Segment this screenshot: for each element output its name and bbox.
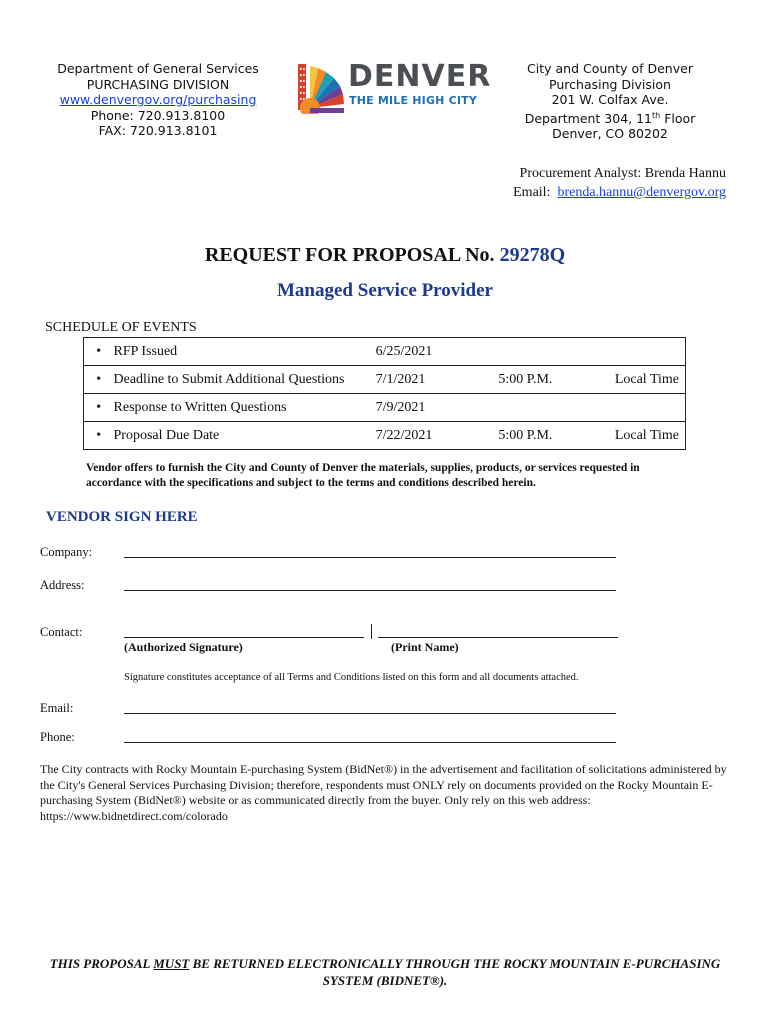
company-field[interactable] [124, 556, 616, 558]
schedule-event: RFP Issued [114, 338, 376, 366]
schedule-time [498, 338, 601, 366]
schedule-event: Response to Written Questions [114, 394, 376, 422]
header-right-block [510, 61, 710, 142]
schedule-label: SCHEDULE OF EVENTS [45, 320, 197, 335]
city-state-zip: Denver, CO 80202 [552, 126, 668, 142]
address-label: Address: [40, 578, 85, 592]
bullet: • [84, 394, 114, 422]
vendor-sign-heading: VENDOR SIGN HERE [46, 509, 198, 525]
print-name-caption: (Print Name) [391, 640, 459, 654]
email-label: Email: [40, 701, 74, 715]
authorized-signature-caption: (Authorized Signature) [124, 640, 243, 654]
dept-name: Department of General Services [57, 61, 259, 76]
logo-tagline: THE MILE HIGH CITY [349, 94, 478, 107]
schedule-date: 7/9/2021 [376, 394, 499, 422]
division-name: PURCHASING DIVISION [86, 76, 230, 92]
print-name-field[interactable] [378, 636, 618, 638]
analyst-email-link[interactable]: brenda.hannu@denvergov.org [557, 185, 726, 200]
bullet: • [84, 366, 114, 394]
schedule-row [84, 338, 686, 366]
phone-label: Phone: [40, 730, 75, 744]
schedule-event: Deadline to Submit Additional Questions [114, 366, 376, 394]
schedule-date: 6/25/2021 [376, 338, 499, 366]
right-division-name: Purchasing Division [549, 76, 671, 92]
schedule-zone: Local Time [601, 366, 686, 394]
denver-sunburst-icon [296, 60, 348, 114]
signature-note: Signature constitutes acceptance of all Terms and Conditions listed on this form and all documents attached. [124, 672, 579, 683]
schedule-zone: Local Time [601, 422, 686, 450]
bullet: • [84, 338, 114, 366]
bullet: • [84, 422, 114, 450]
schedule-date: 7/1/2021 [376, 366, 499, 394]
logo-wordmark: DENVER [348, 59, 492, 94]
schedule-row [84, 394, 686, 422]
schedule-time: 5:00 P.M. [498, 366, 601, 394]
company-label: Company: [40, 545, 93, 559]
address-field[interactable] [124, 589, 616, 591]
header-left-block [40, 61, 276, 139]
schedule-table [83, 337, 686, 450]
department-floor: Department 304, 11th Floor [524, 110, 696, 126]
bidnet-paragraph: The City contracts with Rocky Mountain E-purchasing System (BidNet®) in the advertisement and facilitation of solicitations administered by the City's General Services Purchasing Division; therefore, respondents must ONLY rely on documents provided on the Rocky Mountain E-purchasing System (BidNet®) website or as communicated directly from the buyer. Only rely on this web address: https://www.bidnetdirect.com/colorado [40, 762, 727, 823]
schedule-row [84, 366, 686, 394]
fax-number: FAX: 720.913.8101 [98, 123, 218, 138]
analyst-block [480, 164, 726, 202]
schedule-zone [601, 338, 686, 366]
analyst-name: Procurement Analyst: Brenda Hannu [519, 166, 726, 181]
schedule-row [84, 422, 686, 450]
signature-divider [371, 624, 372, 639]
footer-notice: THIS PROPOSAL MUST BE RETURNED ELECTRONICALLY THROUGH THE ROCKY MOUNTAIN E-PURCHASING SYSTEM (BIDNET®). [49, 956, 721, 988]
authorized-signature-field[interactable] [124, 636, 364, 638]
street-address: 201 W. Colfax Ave. [551, 92, 669, 107]
rfp-title: REQUEST FOR PROPOSAL No. 29278Q [204, 244, 566, 266]
schedule-time: 5:00 P.M. [498, 422, 601, 450]
schedule-date: 7/22/2021 [376, 422, 499, 450]
phone-number: Phone: 720.913.8100 [90, 107, 226, 123]
phone-field[interactable] [124, 741, 616, 743]
schedule-zone [601, 394, 686, 422]
city-name: City and County of Denver [527, 61, 693, 76]
rfp-number: 29278Q [499, 244, 566, 266]
contact-label: Contact: [40, 625, 83, 639]
vendor-offer-text: Vendor offers to furnish the City and County of Denver the materials, supplies, products, or services requested in accordance with the specifications and subject to the terms and conditions described herein. [86, 462, 640, 489]
schedule-event: Proposal Due Date [114, 422, 376, 450]
purchasing-website-link[interactable]: www.denvergov.org/purchasing [59, 92, 257, 107]
email-field[interactable] [124, 712, 616, 714]
rfp-subtitle: Managed Service Provider [277, 280, 493, 301]
analyst-email-line: Email: brenda.hannu@denvergov.org [513, 185, 726, 200]
schedule-time [498, 394, 601, 422]
